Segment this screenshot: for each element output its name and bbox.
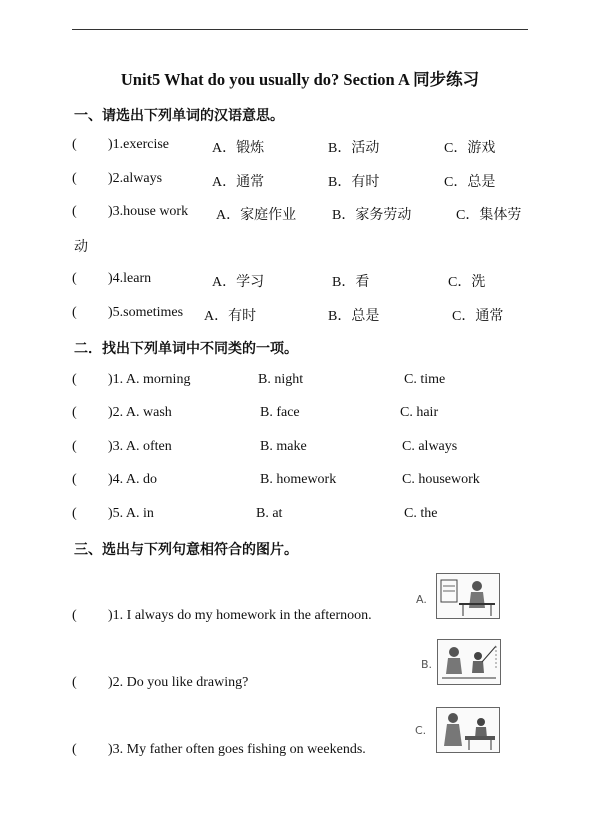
option-b: B. at (256, 506, 283, 521)
option-c: C．游戏 (444, 141, 496, 156)
option-a: A．锻炼 (212, 141, 265, 156)
option-c: C. hair (400, 405, 439, 420)
option-b: B．总是 (328, 309, 380, 324)
picture-b-drawing (438, 640, 500, 684)
option-b: B. night (258, 372, 304, 387)
option-c: C. housework (402, 472, 480, 487)
picture-a-drawing (437, 574, 499, 618)
picture-a-homework-illustration[interactable] (436, 573, 500, 619)
option-b: B．有时 (328, 175, 380, 190)
answer-blank[interactable]: ( (72, 439, 77, 454)
answer-blank[interactable]: ( (72, 137, 77, 152)
picture-c-drawing-illustration[interactable] (436, 707, 500, 753)
question: )5. A. in (108, 506, 154, 521)
answer-blank[interactable]: ( (72, 405, 77, 420)
picture-c-drawing (437, 708, 499, 752)
answer-blank[interactable]: ( (72, 675, 77, 690)
question: )1. I always do my homework in the afternoon. (108, 608, 372, 623)
question: )3. My father often goes fishing on weekends. (108, 742, 366, 757)
question: )1. A. morning (108, 372, 191, 387)
section-2-heading: 二．找出下列单词中不同类的一项。 (74, 341, 298, 357)
option-c: C. the (404, 506, 438, 521)
answer-blank[interactable]: ( (72, 506, 77, 521)
option-c: C．通常 (452, 309, 504, 324)
option-a: A．通常 (212, 175, 265, 190)
picture-c-label: C. (415, 724, 427, 737)
section-3-heading: 三、选出与下列句意相符合的图片。 (74, 542, 298, 558)
picture-b-label: B. (421, 658, 433, 671)
question: )5.sometimes (108, 305, 184, 320)
answer-blank[interactable]: ( (72, 305, 77, 320)
question: )4. A. do (108, 472, 157, 487)
question: )2. A. wash (108, 405, 172, 420)
top-rule (72, 29, 528, 30)
option-b: B．活动 (328, 141, 380, 156)
option-a: A．家庭作业 (216, 208, 297, 223)
answer-blank[interactable]: ( (72, 271, 77, 286)
picture-a-label: A. (416, 593, 427, 606)
option-c: C．集体劳 (456, 208, 522, 223)
answer-blank[interactable]: ( (72, 171, 77, 186)
option-c: C．洗 (448, 275, 486, 290)
section-1-heading: 一、请选出下列单词的汉语意思。 (74, 108, 284, 124)
answer-blank[interactable]: ( (72, 472, 77, 487)
option-a: A．学习 (212, 275, 265, 290)
picture-b-fishing-illustration[interactable] (437, 639, 501, 685)
question: )1.exercise (108, 137, 170, 152)
option-b: B．家务劳动 (332, 208, 412, 223)
answer-blank[interactable]: ( (72, 372, 77, 387)
option-c-continuation: 动 (74, 240, 88, 255)
page-title: Unit5 What do you usually do? Section A 同步练习 (120, 70, 480, 89)
option-b: B. homework (260, 472, 337, 487)
option-b: B. make (260, 439, 307, 454)
question: )2. Do you like drawing? (108, 675, 249, 690)
option-c: C. time (404, 372, 446, 387)
answer-blank[interactable]: ( (72, 608, 77, 623)
question: )2.always (108, 171, 163, 186)
option-a: A．有时 (204, 309, 257, 324)
answer-blank[interactable]: ( (72, 204, 77, 219)
option-c: C. always (402, 439, 458, 454)
option-b: B．看 (332, 275, 370, 290)
question: )3. A. often (108, 439, 172, 454)
question: )4.learn (108, 271, 152, 286)
answer-blank[interactable]: ( (72, 742, 77, 757)
option-c: C．总是 (444, 175, 496, 190)
option-b: B. face (260, 405, 300, 420)
question: )3.house work (108, 204, 189, 219)
